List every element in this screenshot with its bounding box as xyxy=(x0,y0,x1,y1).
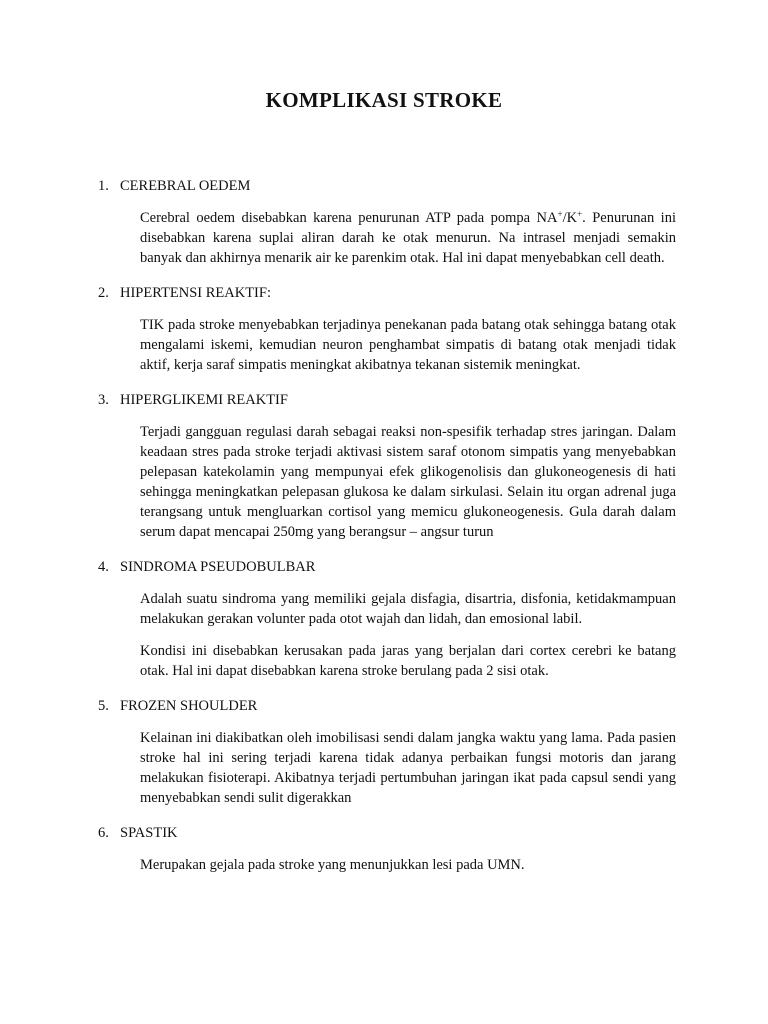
section-number: 4. xyxy=(98,559,109,575)
paragraph: Terjadi gangguan regulasi darah sebagai reaksi non-spesifik terhadap stres jaringan. Dalam keadaan stres pada stroke terjadi aktivasi sistem saraf otonom simpatis yang menyebabkan pelepasan katekolamin yang mempunyai efek glikogenolisis dan glukoneogenesis di hati sehingga meningkatkan pelepasan glukosa ke dalam sirkulasi. Selain itu organ adrenal juga terangsang untuk mengluarkan cortisol yang memicu glukoneogenesis. Gula darah dalam serum dapat mencapai 250mg yang berangsur – angsur turun xyxy=(140,424,676,540)
section-number: 3. xyxy=(98,392,109,408)
section-sindroma-pseudobulbar xyxy=(98,557,676,681)
section-number: 6. xyxy=(98,825,109,841)
section-heading-text: SPASTIK xyxy=(120,825,178,841)
paragraph: Kelainan ini diakibatkan oleh imobilisasi sendi dalam jangka waktu yang lama. Pada pasien stroke hal ini sering terjadi karena tidak adanya perbaikan fungsi motoris dan jarang melakukan fisioterapi. Akibatnya terjadi pertumbuhan jaringan ikat pada capsul sendi yang menyebabkan sendi sulit digerakkan xyxy=(140,730,676,806)
section-hiperglikemi-reaktif xyxy=(98,390,676,542)
section-heading xyxy=(98,176,676,196)
paragraph: TIK pada stroke menyebabkan terjadinya penekanan pada batang otak sehingga batang otak mengalami iskemi, kemudian neuron penghambat simpatis di batang otak menjadi tidak aktif, kerja saraf simpatis meningkat akibatnya tekanan sistemik meningkat. xyxy=(140,317,676,373)
section-heading-text: FROZEN SHOULDER xyxy=(120,698,258,714)
paragraph: Kondisi ini disebabkan kerusakan pada jaras yang berjalan dari cortex cerebri ke batang otak. Hal ini dapat disebabkan karena stroke berulang pada 2 sisi otak. xyxy=(140,643,676,679)
section-number: 2. xyxy=(98,285,109,301)
section-number: 1. xyxy=(98,178,109,194)
superscript-plus: + xyxy=(577,209,583,219)
section-list xyxy=(98,176,676,890)
superscript-plus: + xyxy=(557,209,563,219)
paragraph: Merupakan gejala pada stroke yang menunjukkan lesi pada UMN. xyxy=(140,857,525,873)
section-heading-text: HIPERGLIKEMI REAKTIF xyxy=(120,392,288,408)
section-heading-text: SINDROMA PSEUDOBULBAR xyxy=(120,559,316,575)
section-spastik xyxy=(98,823,676,875)
section-cerebral-oedem xyxy=(98,176,676,268)
section-heading xyxy=(98,823,676,843)
section-heading xyxy=(98,390,676,410)
section-number: 5. xyxy=(98,698,109,714)
section-heading-text: CEREBRAL OEDEM xyxy=(120,178,251,194)
page-title: KOMPLIKASI STROKE xyxy=(265,88,503,112)
paragraph-text: Cerebral oedem disebabkan karena penurunan ATP pada pompa NA xyxy=(140,210,558,226)
paragraph xyxy=(140,208,676,268)
paragraph-text: . Penurunan ini disebabkan karena suplai aliran darah ke otak menurun. Na intrasel menjadi semakin banyak dan akhirnya menarik air ke parenkim otak. Hal ini dapat menyebabkan cell death. xyxy=(140,210,676,266)
section-heading xyxy=(98,557,676,577)
paragraph-text: /K xyxy=(562,210,578,226)
section-heading xyxy=(98,283,676,303)
section-frozen-shoulder xyxy=(98,696,676,808)
section-hipertensi-reaktif xyxy=(98,283,676,375)
section-heading xyxy=(98,696,676,716)
section-heading-text: HIPERTENSI REAKTIF: xyxy=(120,285,271,301)
paragraph: Adalah suatu sindroma yang memiliki gejala disfagia, disartria, disfonia, ketidakmampuan melakukan gerakan volunter pada otot wajah dan lidah, dan emosional labil. xyxy=(140,591,676,627)
